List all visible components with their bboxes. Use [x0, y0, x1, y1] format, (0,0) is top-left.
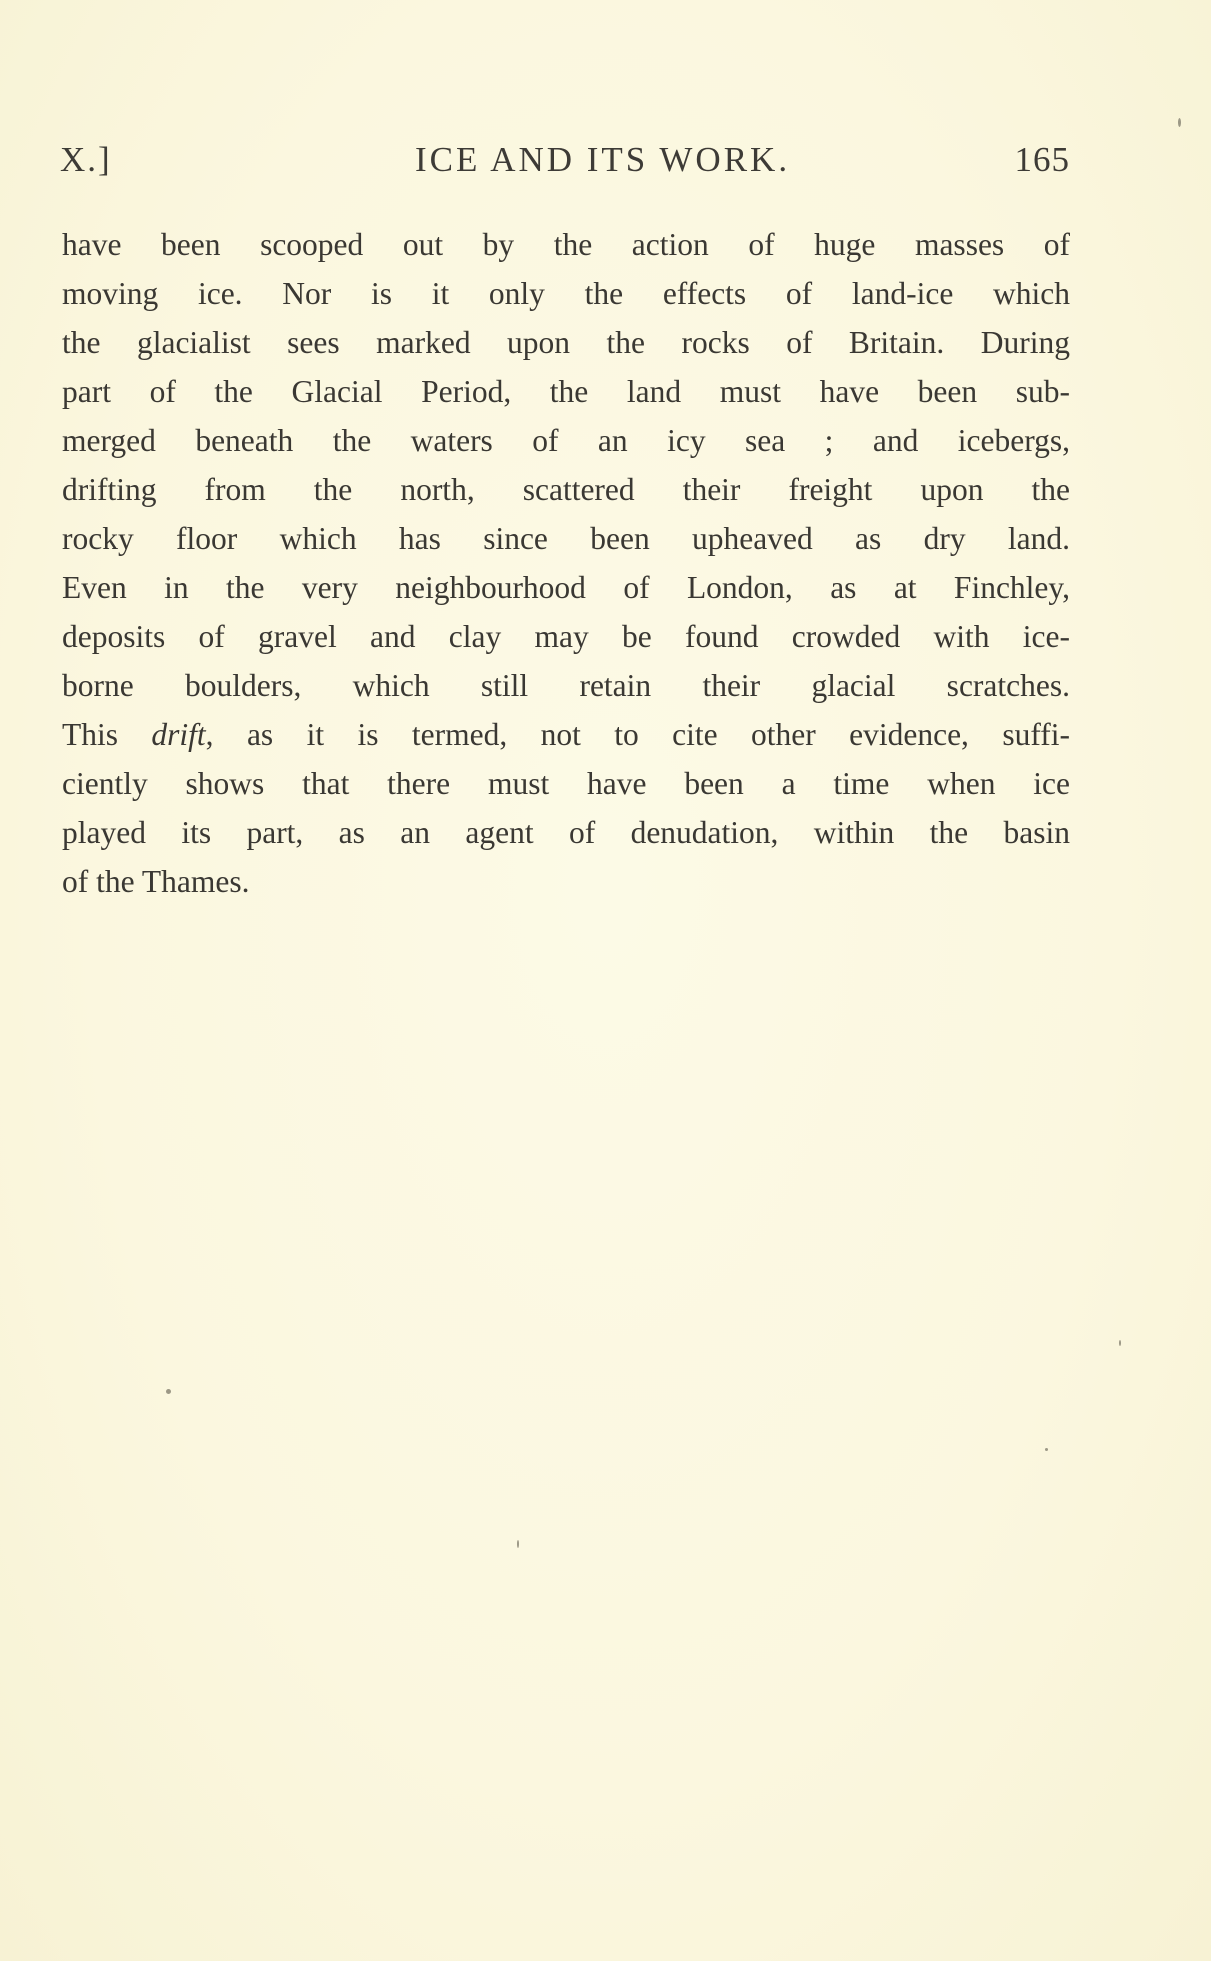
- text-line: part of the Glacial Period, the land must have been sub-: [62, 374, 1070, 409]
- body-paragraph: [62, 220, 1070, 906]
- emphasized-term: drift: [151, 717, 206, 752]
- text-line: merged beneath the waters of an icy sea ; and icebergs,: [62, 423, 1070, 458]
- text-line: have been scooped out by the action of huge masses of: [62, 227, 1070, 262]
- paper-speck: [1045, 1448, 1048, 1451]
- text-line: deposits of gravel and clay may be found crowded with ice-: [62, 619, 1070, 654]
- text-line: of the Thames.: [62, 864, 250, 899]
- text-line: ciently shows that there must have been a time when ice: [62, 766, 1070, 801]
- page-number: 165: [1014, 140, 1070, 179]
- running-head: [60, 140, 1070, 188]
- chapter-number: X.]: [60, 140, 112, 179]
- text-line: the glacialist sees marked upon the rocks of Britain. During: [62, 325, 1070, 360]
- text-line: drifting from the north, scattered their freight upon the: [62, 472, 1070, 507]
- text-run: This: [62, 717, 152, 752]
- text-line: [62, 710, 1070, 759]
- text-run: , as it is termed, not to cite other evidence, suffi-: [205, 717, 1070, 752]
- paper-speck: [517, 1540, 519, 1548]
- text-line: Even in the very neighbourhood of London, as at Finchley,: [62, 570, 1070, 605]
- text-line: borne boulders, which still retain their glacial scratches.: [62, 668, 1070, 703]
- text-line: moving ice. Nor is it only the effects of land-ice which: [62, 276, 1070, 311]
- paper-speck: [1178, 118, 1181, 127]
- text-line: rocky floor which has since been upheaved as dry land.: [62, 521, 1070, 556]
- paper-speck: [166, 1389, 171, 1394]
- paper-speck: [1119, 1340, 1121, 1346]
- text-line: played its part, as an agent of denudation, within the basin: [62, 815, 1070, 850]
- page-title: ICE AND ITS WORK.: [415, 140, 791, 179]
